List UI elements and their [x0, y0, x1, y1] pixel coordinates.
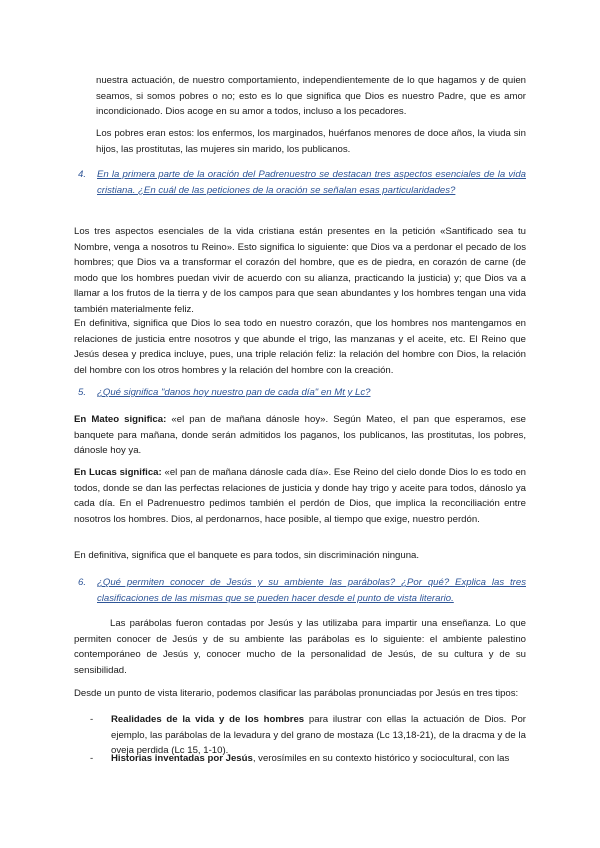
- question-5-heading: [78, 385, 526, 401]
- list-item-body: para ilustrar con ellas la actuación de Dios. Por ejemplo, las parábolas de la levadura y del grano de mostaza (Lc 13,18-21), de la dracma y de la oveja perdida (Lc 15, 1-10).: [111, 714, 527, 757]
- question-text: En la primera parte de la oración del Padrenuestro se destacan tres aspectos esenciales de la vida cristiana. ¿En cuál de las peticiones de la oración se señalan esas particularidades?: [97, 169, 526, 196]
- paragraph-text: nuestra actuación, de nuestro comportamiento, independientemente de lo que hagamos y de quien seamos, si somos pobres o no; esto es lo que significa que Dios es nuestro Padre, que es amor incondicionado. Dios acoge en su amor a todos, incluso a los pecadores.: [96, 75, 526, 118]
- paragraph-text: Desde un punto de vista literario, podemos clasificar las parábolas pronunciadas por Jesús en tres tipos:: [74, 688, 519, 699]
- question-text: ¿Qué permiten conocer de Jesús y su ambiente las parábolas? ¿Por qué? Explica las tres clasificaciones de las mismas que se pueden hacer desde el punto de vista literario.: [97, 577, 526, 604]
- mateo-text: «el pan de mañana dánosle hoy». Según Mateo, el pan que esperamos, ese banquete para mañana, donde serán admitidos los paganos, los publicanos, las prostitutas, los pobres, dánosle hoy ya.: [74, 414, 526, 457]
- question-number: 4.: [78, 169, 87, 180]
- mateo-label: En Mateo significa:: [74, 414, 167, 425]
- list-item-title: Historias inventadas por Jesús: [111, 753, 253, 764]
- question-number: 5.: [78, 387, 87, 398]
- list-item-title: Realidades de la vida y de los hombres: [111, 714, 305, 725]
- list-item: [74, 751, 526, 767]
- list-bullet: -: [90, 753, 94, 764]
- answer-4-paragraph-1: [74, 224, 526, 318]
- paragraph-text: Los tres aspectos esenciales de la vida cristiana están presentes en la petición «Santificado sea tu Nombre, venga a nosotros tu Reino». Esto significa lo siguiente: que Dios va a perdonar el pecado de los hombres; que Dios va a transformar el corazón del hombre, que es de piedra, en corazón de carne (de modo que los hombres puedan vivir de acuerdo con su alianza, practicando la justicia) y; que Dios va a llamar a los frutos de la tierra y de los campos para que sean abundantes y los hombres tengan una vida también materialmente feliz.: [74, 226, 526, 315]
- list-bullet: -: [90, 714, 94, 725]
- answer-5-lucas: [74, 465, 526, 527]
- paragraph-text: En definitiva, significa que Dios lo sea todo en nuestro corazón, que los hombres nos mantengamos en relaciones de justicia entre nosotros y que abunde el trigo, las manzanas y el aceite, etc. El Reino que Jesús desea y predica incluye, pues, una triple relación feliz: la relación del hombre con Dios, la relación del hombre con los otros hombres y la relación del hombre con la creación.: [74, 318, 526, 376]
- paragraph-text: [74, 465, 526, 527]
- question-4-heading: [78, 167, 526, 198]
- answer-6-paragraph-2: [74, 686, 526, 702]
- answer-6-paragraph-1: [74, 616, 526, 678]
- answer-4-paragraph-2: [74, 316, 526, 378]
- question-number: 6.: [78, 577, 87, 588]
- paragraph-text: Las parábolas fueron contadas por Jesús y las utilizaba para impartir una enseñanza. Lo que permiten conocer de Jesús y de su ambiente las parábolas es lo siguiente: el ambiente palestino contemporáneo de Jesús y, conocer mucho de la personalidad de Jesús, de su cultura y de su sensibilidad.: [74, 618, 526, 676]
- question-6-heading: [78, 575, 526, 606]
- paragraph-text: Los pobres eran estos: los enfermos, los marginados, huérfanos menores de doce años, la viuda sin hijos, las prostitutas, las mujeres sin marido, los publicanos.: [96, 128, 526, 155]
- list-item-text: [111, 751, 526, 767]
- answer-5-mateo: [74, 412, 526, 459]
- question-text: ¿Qué significa "danos hoy nuestro pan de cada día" en Mt y Lc?: [97, 387, 371, 398]
- intro-paragraph-1: [96, 73, 526, 120]
- lucas-text: «el pan de mañana dánosle cada día». Ese Reino del cielo donde Dios lo es todo en todos, donde se dan las perfectas relaciones de justicia y donde hay trigo y aceite para todos, dánoslo ya cada día. En el Padrenuestro pedimos también el perdón de Dios, que implica la reconciliación entre nosotros los hombres. Dios, al perdonarnos, hace posible, al tiempo que exige, nuestro perdón.: [74, 467, 526, 525]
- list-item-body: , verosímiles en su contexto histórico y sociocultural, con las: [252, 753, 510, 764]
- intro-paragraph-2: [96, 126, 526, 157]
- paragraph-text: [74, 412, 526, 459]
- answer-5-conclusion: [74, 548, 526, 564]
- lucas-label: En Lucas significa:: [74, 467, 162, 478]
- paragraph-text: En definitiva, significa que el banquete es para todos, sin discriminación ninguna.: [74, 550, 420, 561]
